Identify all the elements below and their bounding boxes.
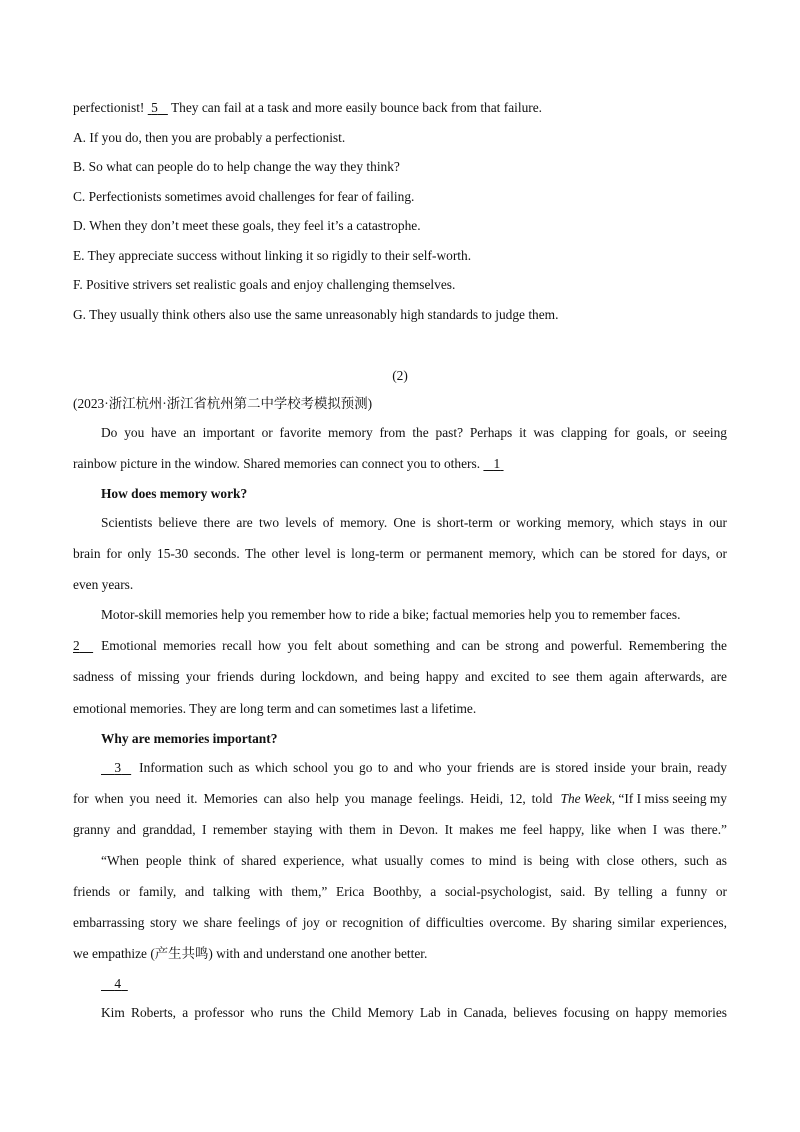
p5-line3: embarrassing story we share feelings of joy or recognition of difficulties overcome. By sharing similar experiences, (73, 915, 727, 930)
p3-line1: Motor-skill memories help you remember how to ride a bike; factual memories help you to remember faces. (101, 607, 681, 622)
p5-line1: “When people think of shared experience, what usually comes to mind is being with close others, such as (101, 853, 727, 868)
blank-3: 3 (114, 760, 122, 775)
top-line-start: perfectionist! (73, 100, 145, 115)
p3-line2: 2 Emotional memories recall how you felt about something and can be strong and powerful. Remembering the (73, 638, 727, 653)
blank-5: 5 (151, 100, 158, 115)
p2-line3: even years. (73, 577, 134, 592)
p4-line1: 3 Information such as which school you go to and who your friends are is stored inside your brain, ready (101, 759, 727, 777)
option-f: F. Positive strivers set realistic goals and enjoy challenging themselves. (73, 277, 456, 292)
blank-4-line (101, 975, 128, 993)
p2-line2: brain for only 15-30 seconds. The other level is long-term or permanent memory, which can be stored for days, or (73, 546, 727, 561)
top-line-end: They can fail at a task and more easily bounce back from that failure. (170, 100, 543, 115)
blank-4: 4 (114, 976, 122, 991)
source-line: (2023·浙江杭州·浙江省杭州第二中学校考模拟预测) (73, 396, 373, 411)
p4-line2: for when you need it. Memories can also help you manage feelings. Heidi, 12, told The Week , “If I miss seeing my (73, 791, 727, 806)
p3-line3: sadness of missing your friends during lockdown, and being happy and excited to see them again afterwards, are (73, 669, 727, 684)
option-g: G. They usually think others also use the same unreasonably high standards to judge them. (73, 307, 559, 322)
option-a: A. If you do, then you are probably a perfectionist. (73, 130, 346, 145)
p5-line2: friends or family, and talking with them,” Erica Boothby, a social-psychologist, said. By telling a funny or (73, 884, 727, 899)
p4-line3: granny and granddad, I remember staying with them in Devon. It makes me feel happy, like when I was there.” (73, 822, 727, 837)
p1-line2: rainbow picture in the window. Shared memories can connect you to others. 1 (73, 455, 504, 473)
option-b: B. So what can people do to help change the way they think? (73, 159, 400, 174)
blank-2: 2 (73, 638, 80, 653)
p1-line1: Do you have an important or favorite memory from the past? Perhaps it was clapping for goals, or seeing (101, 425, 727, 440)
section-number: (2) (392, 368, 408, 383)
option-d: D. When they don’t meet these goals, they feel it’s a catastrophe. (73, 218, 421, 233)
option-e: E. They appreciate success without linking it so rigidly to their self-worth. (73, 248, 472, 263)
option-c: C. Perfectionists sometimes avoid challenges for fear of failing. (73, 189, 415, 204)
blank-1: 1 (493, 456, 501, 471)
p5-line4: we empathize (产生共鸣) with and understand one another better. (73, 946, 428, 961)
heading-memory-work: How does memory work? (101, 486, 248, 501)
p3-line4: emotional memories. They are long term and can sometimes last a lifetime. (73, 701, 477, 716)
p2-line1: Scientists believe there are two levels of memory. One is short-term or working memory, which stays in our (101, 515, 727, 530)
heading-memory-important: Why are memories important? (101, 731, 278, 746)
part1-top-line (73, 99, 542, 117)
p6-line1: Kim Roberts, a professor who runs the Child Memory Lab in Canada, believes focusing on happy memories (101, 1005, 727, 1020)
